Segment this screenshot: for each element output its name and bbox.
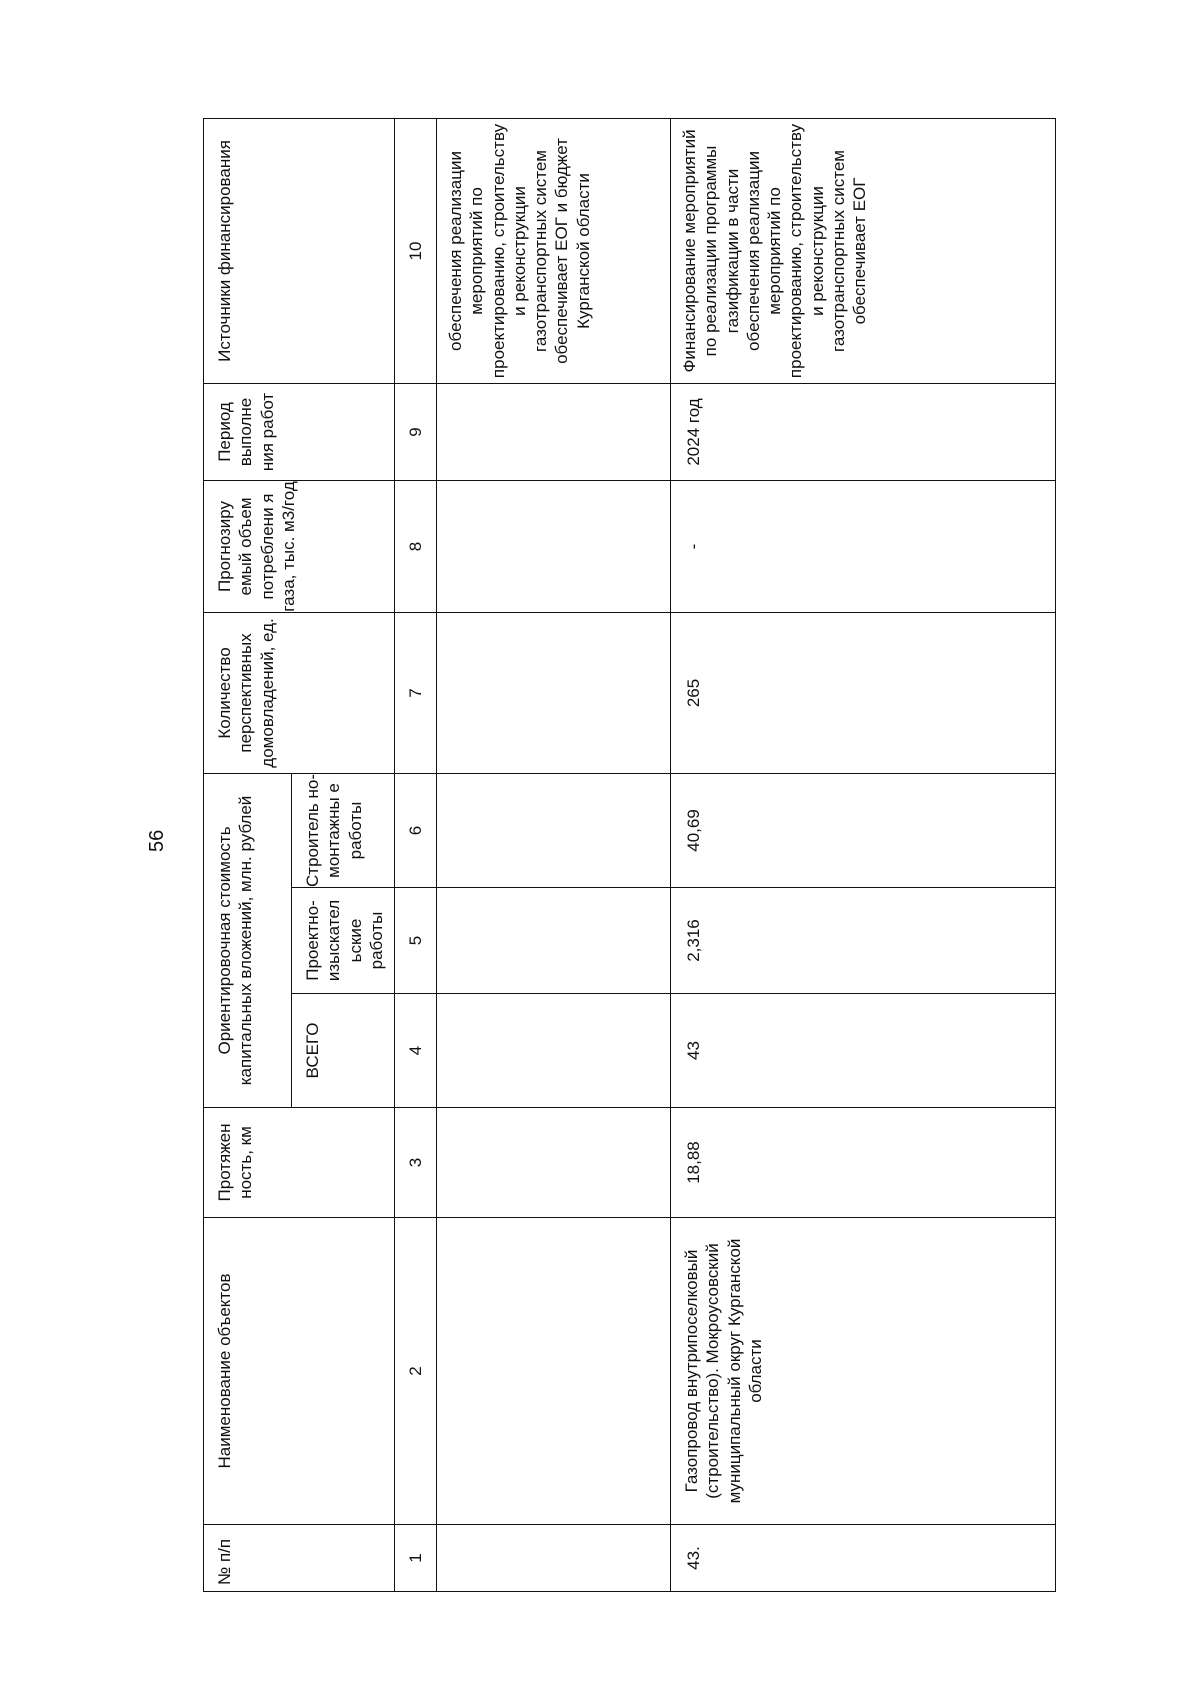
row-num: 43. — [671, 1525, 1056, 1592]
colnum-10: 10 — [395, 118, 437, 383]
row-construction: 40,69 — [671, 773, 1056, 887]
header-name: Наименование объектов — [204, 1218, 395, 1525]
row-length: 18,88 — [671, 1108, 1056, 1218]
continuation-row — [437, 118, 671, 1591]
colnum-9: 9 — [395, 383, 437, 480]
header-num: № п/п — [204, 1525, 395, 1592]
colnum-8: 8 — [395, 480, 437, 612]
header-construction: Строитель но-монтажны е работы — [292, 773, 395, 887]
rotated-table-wrapper — [203, 119, 1055, 1592]
header-gas-volume: Прогнозиру емый объем потреблени я газа, тыс. м3/год — [204, 480, 395, 612]
colnum-2: 2 — [395, 1218, 437, 1525]
cont-num — [437, 1525, 671, 1592]
row-period: 2024 год — [671, 383, 1056, 480]
header-total: ВСЕГО — [292, 994, 395, 1108]
header-households: Количество перспективных домовладений, ед. — [204, 612, 395, 773]
table-row — [671, 118, 1056, 1591]
header-cost-group: Ориентировочная стоимость капитальных вложений, млн. рублей — [204, 773, 292, 1107]
cont-households — [437, 612, 671, 773]
colnum-7: 7 — [395, 612, 437, 773]
row-gas-volume: - — [671, 480, 1056, 612]
row-source: Финансирование мероприятий по реализации программы газификации в части обеспечения реализации мероприятий по проектированию, строительству и реконструкции газотранспортных систем обеспечивает ЕОГ — [671, 118, 1056, 383]
cont-design — [437, 888, 671, 994]
colnum-4: 4 — [395, 994, 437, 1108]
cont-construction — [437, 773, 671, 887]
header-row-1 — [204, 118, 292, 1591]
cont-source: обеспечения реализации мероприятий по проектированию, строительству и реконструкции газотранспортных систем обеспечивает ЕОГ и бюджет Курганской области — [437, 118, 671, 383]
header-design: Проектно-изыскател ьские работы — [292, 888, 395, 994]
cont-period — [437, 383, 671, 480]
cont-gas-volume — [437, 480, 671, 612]
page-number: 56 — [146, 829, 168, 852]
colnum-1: 1 — [395, 1525, 437, 1592]
objects-table — [203, 118, 1056, 1592]
header-period: Период выполне ния работ — [204, 383, 395, 480]
colnum-6: 6 — [395, 773, 437, 887]
colnum-3: 3 — [395, 1108, 437, 1218]
cont-name — [437, 1218, 671, 1525]
column-number-row — [395, 118, 437, 1591]
cont-length — [437, 1108, 671, 1218]
row-name: Газопровод внутрипоселковый (строительство). Мокроусовский муниципальный округ Курганской области — [671, 1218, 1056, 1525]
header-source: Источники финансирования — [204, 118, 395, 383]
row-households: 265 — [671, 612, 1056, 773]
colnum-5: 5 — [395, 888, 437, 994]
row-design: 2,316 — [671, 888, 1056, 994]
row-total: 43 — [671, 994, 1056, 1108]
header-length: Протяжен ность, км — [204, 1108, 395, 1218]
cont-total — [437, 994, 671, 1108]
